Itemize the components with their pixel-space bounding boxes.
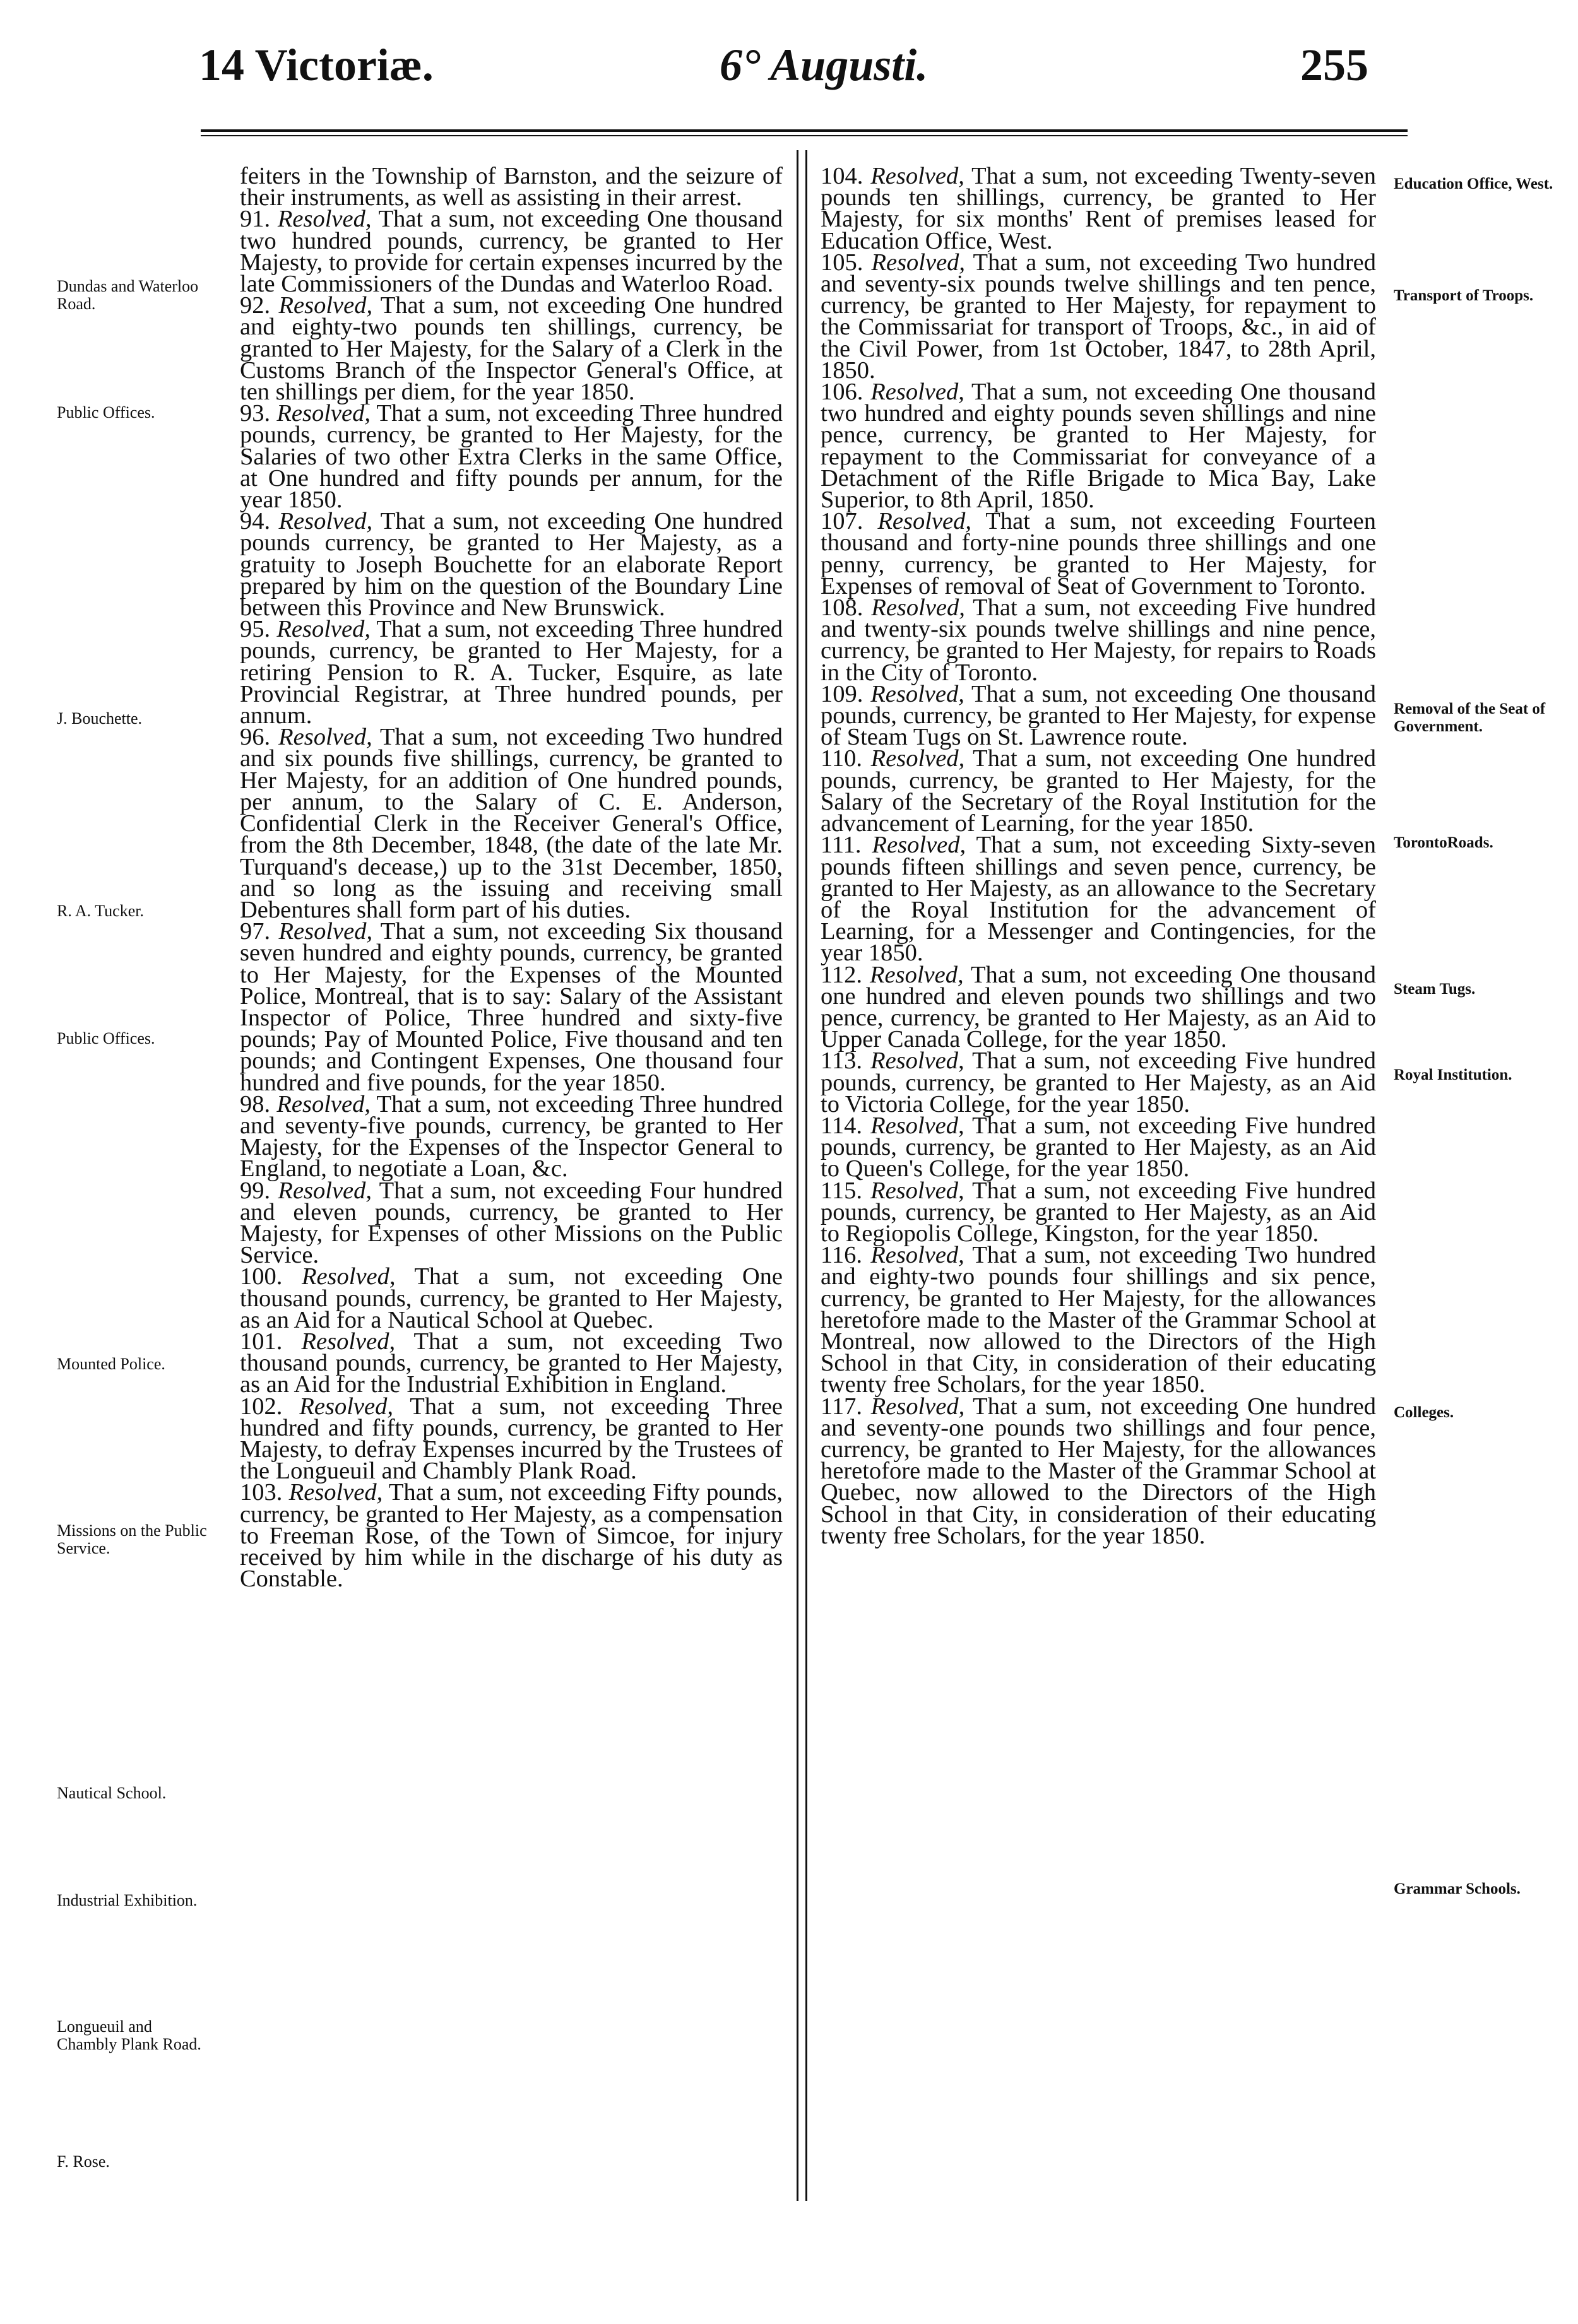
resolution-paragraph xyxy=(240,726,783,921)
resolution-paragraph xyxy=(821,510,1376,597)
resolved-keyword: Resolved, xyxy=(870,745,965,772)
resolution-text: That a sum, not exceeding Three hundred and fifty pounds, currency, be granted to Her Majesty, to defray Expenses incurred by the Trustees of the Longueuil and Chambly Plank Road. xyxy=(240,1393,783,1485)
margin-note: Dundas and Waterloo Road. xyxy=(57,277,199,313)
resolution-text: That a sum, not exceeding One thousand two hundred and eighty pounds seven shillings and nine pence, currency, be granted to Her Majesty, for repayment to the Commissariat for conveyance of a Detachment of the Rifle Brigade to Mica Bay, Lake Superior, to 8th April, 1850. xyxy=(821,379,1376,514)
resolved-keyword: Resolved, xyxy=(301,1263,396,1290)
resolved-keyword: Resolved, xyxy=(870,379,964,406)
resolution-text: That a sum, not exceeding One hundred and seventy-one pounds two shillings and four pence, currency, be granted to Her Majesty, for the allowances heretofore made to the Master of the Grammar School at Quebec, now allowed to the Directors of the High School in that City, in consideration of their educating twenty free Scholars, for the year 1850. xyxy=(821,1393,1377,1549)
resolution-number: 105. xyxy=(821,249,863,276)
header-rule-thick xyxy=(201,129,1408,132)
resolved-keyword: Resolved, xyxy=(877,508,971,535)
page-number: 255 xyxy=(1300,40,1368,90)
resolved-keyword: Resolved, xyxy=(277,206,372,233)
margin-note: Steam Tugs. xyxy=(1394,981,1476,998)
resolution-text: That a sum, not exceeding Three hundred pounds, currency, be granted to Her Majesty, for a retiring Pension to R. A. Tucker, Esquire, as late Provincial Registrar, at Three hundred pounds, per annum. xyxy=(240,616,783,729)
resolution-number: 103. xyxy=(240,1479,283,1506)
resolution-paragraph xyxy=(821,961,1376,1053)
resolution-text: That a sum, not exceeding Sixty-seven pounds fifteen shillings and seven pence, currency, be granted to Her Majesty, as an allowance to the Secretary of the Royal Institution for the advancement of Learning, for a Messenger and Contingencies, for the year 1850. xyxy=(821,832,1376,967)
resolution-number: 112. xyxy=(821,961,862,988)
resolution-paragraph xyxy=(240,1177,783,1269)
resolution-number: 111. xyxy=(821,832,862,859)
resolution-text: That a sum, not exceeding Five hundred pounds, currency, be granted to Her Majesty, as an Aid to Victoria College, for the year 1850. xyxy=(821,1047,1377,1118)
resolution-text: That a sum, not exceeding Five hundred and twenty-six pounds twelve shillings and nine pence, currency, be granted to Her Majesty, for repairs to Roads in the City of Toronto. xyxy=(821,594,1377,686)
resolution-number: 101. xyxy=(240,1328,283,1355)
margin-note: Public Offices. xyxy=(57,1029,155,1047)
margin-note: J. Bouchette. xyxy=(57,709,143,728)
running-header xyxy=(0,0,1578,126)
margin-note: Longueuil and Chambly Plank Road. xyxy=(57,2017,201,2053)
resolution-paragraph xyxy=(821,249,1376,384)
resolution-number: 92. xyxy=(240,292,271,319)
margin-note: Transport of Troops. xyxy=(1394,287,1534,304)
resolution-number: 108. xyxy=(821,594,863,622)
margin-note: Education Office, West. xyxy=(1394,175,1553,192)
resolution-number: 107. xyxy=(821,508,863,535)
resolved-keyword: Resolved, xyxy=(278,292,373,319)
resolution-text: That a sum, not exceeding One thousand pounds, currency, be granted to Her Majesty, as an Aid for a Nautical School at Quebec. xyxy=(240,1263,783,1333)
resolution-paragraph xyxy=(240,400,783,514)
resolution-paragraph xyxy=(821,1242,1376,1398)
resolution-number: 94. xyxy=(240,508,271,535)
resolved-keyword: Resolved, xyxy=(872,832,966,859)
resolution-number: 97. xyxy=(240,918,271,945)
resolution-paragraph xyxy=(821,832,1376,967)
resolution-paragraph xyxy=(240,918,783,1096)
resolved-keyword: Resolved, xyxy=(871,249,966,276)
resolution-text: That a sum, not exceeding Twenty-seven pounds ten shillings, currency, be granted to Her Majesty, for six months' Rent of premises leased for Education Office, West. xyxy=(821,163,1376,254)
resolution-number: 110. xyxy=(821,745,862,772)
resolution-text: That a sum, not exceeding Two thousand pounds, currency, be granted to Her Majesty, as an Aid for the Industrial Exhibition in England. xyxy=(240,1328,783,1398)
resolution-paragraph xyxy=(821,1112,1377,1183)
resolved-keyword: Resolved, xyxy=(299,1393,393,1420)
resolution-text: That a sum, not exceeding One thousand one hundred and eleven pounds two shillings and two pence, currency, be granted to Her Majesty, as an Aid to Upper Canada College, for the year 1850. xyxy=(821,961,1376,1053)
resolved-keyword: Resolved, xyxy=(278,724,372,751)
resolution-paragraph xyxy=(240,616,783,729)
resolution-paragraph xyxy=(821,1393,1377,1549)
margin-note: Colleges. xyxy=(1394,1404,1454,1421)
resolved-keyword: Resolved, xyxy=(301,1328,396,1355)
resolution-paragraph xyxy=(240,206,783,298)
resolution-text: That a sum, not exceeding One hundred pounds currency, be granted to Her Majesty, as a gratuity to Joseph Bouchette for an elaborate Report prepared by him on the question of the Boundary Line between this Province and New Brunswick. xyxy=(240,508,783,622)
right-column xyxy=(821,165,1376,1547)
continuation-paragraph: feiters in the Township of Barnston, and the seizure of their instruments, as well as assisting in their arrest. xyxy=(240,163,783,211)
margin-note: Nautical School. xyxy=(57,1784,167,1802)
resolution-number: 100. xyxy=(240,1263,283,1290)
margin-note: Missions on the Public Service. xyxy=(57,1521,207,1557)
resolution-number: 93. xyxy=(240,400,271,427)
resolution-text: That a sum, not exceeding Two hundred and six pounds five shillings, currency, be granted to Her Majesty, for an addition of One hundred pounds, per annum, to the Salary of C. E. Anderson, Confidential Clerk in the Receiver General's Office, from the 8th December, 1848, (the date of the late Mr. Turquand's decease,) up to the 31st December, 1850, and so long as the issuing and receiving small Debentures shall form part of his duties. xyxy=(240,724,783,923)
column-separator-left xyxy=(797,150,798,2201)
resolution-text: That a sum, not exceeding One thousand two hundred pounds, currency, be granted to Her Majesty, to provide for certain expenses incurred by the late Commissioners of the Dundas and Waterloo Road. xyxy=(240,206,783,298)
resolution-text: That a sum, not exceeding One hundred pounds, currency, be granted to Her Majesty, for the Salary of the Secretary of the Royal Institution for the advancement of Learning, for the year 1850. xyxy=(821,745,1377,837)
resolved-keyword: Resolved, xyxy=(870,961,964,988)
resolved-keyword: Resolved, xyxy=(870,1112,964,1139)
margin-note: Royal Institution. xyxy=(1394,1066,1512,1083)
resolution-text: That a sum, not exceeding One thousand pounds, currency, be granted to Her Majesty, for expense of Steam Tugs on St. Lawrence route. xyxy=(821,680,1376,751)
margin-note: R. A. Tucker. xyxy=(57,902,144,920)
resolution-text: That a sum, not exceeding Five hundred pounds, currency, be granted to Her Majesty, as an Aid to Queen's College, for the year 1850. xyxy=(821,1112,1377,1183)
resolution-paragraph xyxy=(240,508,783,622)
right-resolutions xyxy=(821,165,1376,1547)
resolution-paragraph xyxy=(240,292,783,406)
resolution-number: 99. xyxy=(240,1177,271,1204)
resolved-keyword: Resolved, xyxy=(278,508,373,535)
resolution-text: That a sum, not exceeding Fifty pounds, currency, be granted to Her Majesty, as a compensation to Freeman Rose, of the Town of Simcoe, for injury received by him while in the discharge of his duty as Constable. xyxy=(240,1479,783,1593)
header-regnal-year: 14 Victoriæ. xyxy=(199,40,434,90)
margin-note: Grammar Schools. xyxy=(1394,1880,1521,1897)
resolution-paragraph xyxy=(821,165,1376,252)
margin-note: Industrial Exhibition. xyxy=(57,1891,198,1909)
resolution-number: 116. xyxy=(821,1242,862,1269)
margin-note: Removal of the Seat of Government. xyxy=(1394,700,1546,735)
resolved-keyword: Resolved, xyxy=(276,616,371,643)
resolved-keyword: Resolved, xyxy=(278,918,373,945)
margin-note: Public Offices. xyxy=(57,403,155,422)
header-date: 6° Augusti. xyxy=(720,40,928,90)
resolution-number: 109. xyxy=(821,680,863,707)
margin-note: TorontoRoads. xyxy=(1394,834,1493,851)
resolved-keyword: Resolved, xyxy=(288,1479,383,1506)
resolution-paragraph xyxy=(240,1263,783,1333)
resolved-keyword: Resolved, xyxy=(870,1393,965,1420)
resolution-paragraph xyxy=(821,680,1376,751)
left-resolutions xyxy=(240,206,783,1593)
resolved-keyword: Resolved, xyxy=(870,680,964,707)
resolved-keyword: Resolved, xyxy=(870,163,964,189)
resolved-keyword: Resolved, xyxy=(276,400,371,427)
resolution-text: That a sum, not exceeding Three hundred pounds, currency, be granted to Her Majesty, for the Salaries of two other Extra Clerks in the same Office, at One hundred and fifty pounds per annum, for the year 1850. xyxy=(240,400,783,514)
resolution-paragraph xyxy=(821,379,1376,514)
resolution-number: 117. xyxy=(821,1393,862,1420)
resolution-paragraph xyxy=(240,1328,783,1398)
margin-note: Mounted Police. xyxy=(57,1355,165,1373)
resolved-keyword: Resolved, xyxy=(870,1047,964,1075)
resolution-text: That a sum, not exceeding Six thousand seven hundred and eighty pounds, currency, be granted to Her Majesty, for the Expenses of the Mounted Police, Montreal, that is to say: Salary of the Assistant Inspector of Police, Three hundred and sixty-five pounds; Pay of Mounted Police, Five thousand and ten pounds; and Contingent Expenses, One thousand four hundred and five pounds, for the year 1850. xyxy=(240,918,783,1096)
resolution-paragraph xyxy=(821,594,1377,686)
resolution-number: 102. xyxy=(240,1393,283,1420)
resolution-number: 95. xyxy=(240,616,271,643)
resolution-text: That a sum, not exceeding Five hundred pounds, currency, be granted to Her Majesty, as an Aid to Regiopolis College, Kingston, for the year 1850. xyxy=(821,1177,1377,1247)
header-rule-thin xyxy=(201,135,1408,136)
resolution-text: That a sum, not exceeding Two hundred and eighty-two pounds four shillings and six pence, currency, be granted to Her Majesty, for the allowances heretofore made to the Master of the Grammar School at Montreal, now allowed to the Directors of the High School in that City, in consideration of their educating twenty free Scholars, for the year 1850. xyxy=(821,1242,1376,1398)
resolution-number: 115. xyxy=(821,1177,862,1204)
resolution-number: 114. xyxy=(821,1112,862,1139)
resolution-paragraph xyxy=(821,1177,1377,1247)
resolution-text: That a sum, not exceeding Three hundred and seventy-five pounds, currency, be granted to Her Majesty, for the Expenses of the Inspector General to England, to negotiate a Loan, &c. xyxy=(240,1090,783,1183)
left-column xyxy=(240,163,783,1593)
resolution-paragraph xyxy=(821,1047,1377,1118)
resolution-number: 104. xyxy=(821,163,863,189)
resolved-keyword: Resolved, xyxy=(871,594,965,622)
resolution-text: That a sum, not exceeding Four hundred and eleven pounds, currency, be granted to Her Majesty, for Expenses of other Missions on the Public Service. xyxy=(240,1177,783,1269)
resolution-number: 98. xyxy=(240,1090,271,1118)
resolution-text: That a sum, not exceeding Fourteen thousand and forty-nine pounds three shillings and one penny, currency, be granted to Her Majesty, for Expenses of removal of Seat of Government to Toronto. xyxy=(821,508,1377,599)
resolution-number: 96. xyxy=(240,724,271,751)
resolution-paragraph xyxy=(240,1090,783,1183)
resolution-paragraph xyxy=(821,745,1377,837)
resolution-number: 91. xyxy=(240,206,271,233)
column-separator-right xyxy=(805,150,807,2201)
resolution-number: 106. xyxy=(821,379,863,406)
margin-note: F. Rose. xyxy=(57,2152,110,2171)
resolution-number: 113. xyxy=(821,1047,862,1075)
resolved-keyword: Resolved, xyxy=(870,1177,964,1204)
resolved-keyword: Resolved, xyxy=(278,1177,372,1204)
resolution-text: That a sum, not exceeding Two hundred and seventy-six pounds twelve shillings and ten pence, currency, be granted to Her Majesty, for repayment to the Commissariat for transport of Troops, &c., in aid of the Civil Power, from 1st October, 1847, to 28th April, 1850. xyxy=(821,249,1376,384)
resolved-keyword: Resolved, xyxy=(870,1242,964,1269)
resolved-keyword: Resolved, xyxy=(276,1090,371,1118)
resolution-paragraph xyxy=(240,1479,783,1593)
resolution-paragraph xyxy=(240,1393,783,1485)
resolution-text: That a sum, not exceeding One hundred and eighty-two pounds ten shillings, currency, be granted to Her Majesty, for the Salary of a Clerk in the Customs Branch of the Inspector General's Office, at ten shillings per diem, for the year 1850. xyxy=(240,292,783,406)
